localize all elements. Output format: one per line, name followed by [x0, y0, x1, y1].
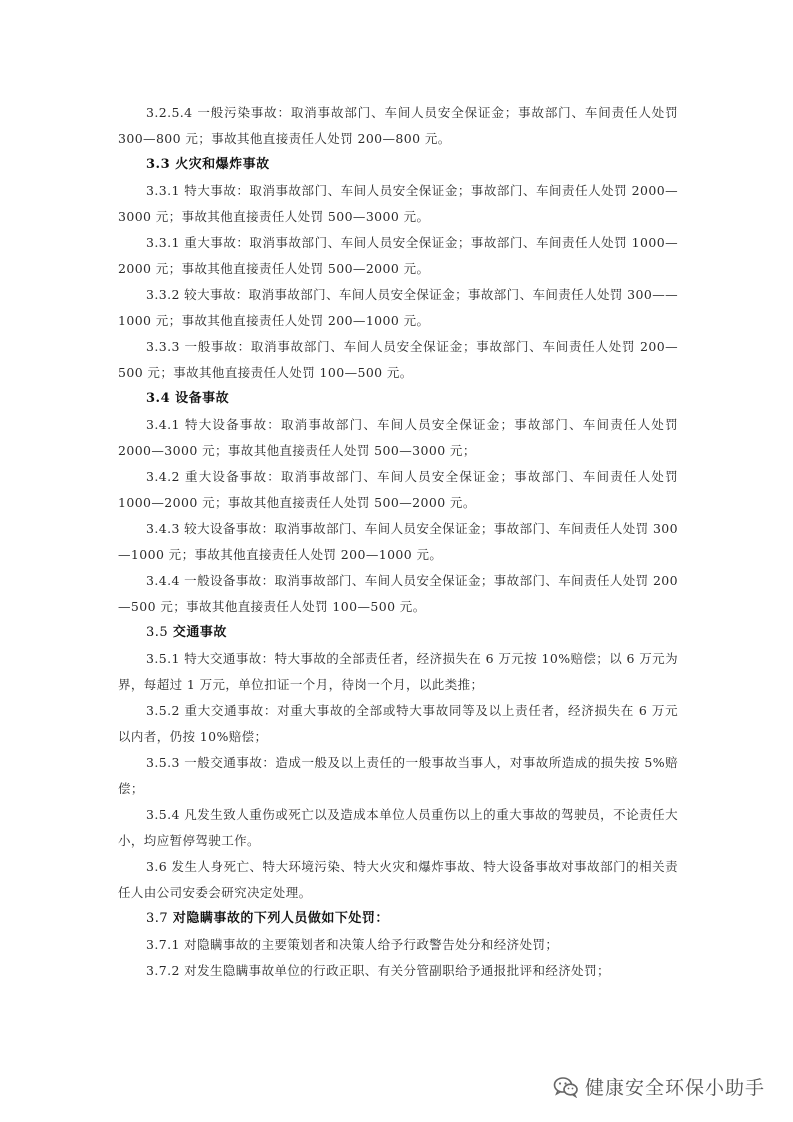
- section-number: 3.7: [146, 911, 173, 926]
- section-number: 3.3: [146, 157, 176, 172]
- section-number: 3.4: [146, 391, 176, 406]
- clause-paragraph: 3.5.1 特大交通事故：特大事故的全部责任者，经济损失在 6 万元按 10%赔偿；以 6 万元为界，每超过 1 万元，单位扣证一个月，待岗一个月，以此类推；: [118, 651, 678, 692]
- watermark-text: 健康安全环保小助手: [584, 1077, 765, 1099]
- clause-paragraph: 3.3.2 较大事故：取消事故部门、车间人员安全保证金；事故部门、车间责任人处罚 300——1000 元；事故其他直接责任人处罚 200—1000 元。: [118, 287, 679, 328]
- section-heading: [118, 152, 678, 178]
- section-title: 对隐瞒事故的下列人员做如下处罚：: [172, 911, 389, 926]
- section-title: 设备事故: [175, 391, 230, 406]
- section-heading: [118, 620, 678, 646]
- section-number: 3.5: [146, 625, 173, 640]
- clause-paragraph: 3.4.1 特大设备事故：取消事故部门、车间人员安全保证金；事故部门、车间责任人处罚 2000—3000 元；事故其他直接责任人处罚 500—3000 元；: [118, 417, 678, 458]
- clause-paragraph: 3.3.3 一般事故：取消事故部门、车间人员安全保证金；事故部门、车间责任人处罚 200—500 元；事故其他直接责任人处罚 100—500 元。: [118, 339, 678, 380]
- clause-paragraph: 3.5.3 一般交通事故：造成一般及以上责任的一般事故当事人，对事故所造成的损失按 5%赔偿；: [118, 755, 678, 796]
- document-body: [118, 100, 678, 984]
- clause-paragraph: 3.4.2 重大设备事故：取消事故部门、车间人员安全保证金；事故部门、车间责任人处罚 1000—2000 元；事故其他直接责任人处罚 500—2000 元。: [118, 469, 678, 510]
- clause-paragraph: 3.2.5.4 一般污染事故：取消事故部门、车间人员安全保证金；事故部门、车间责任人处罚300—800 元；事故其他直接责任人处罚 200—800 元。: [118, 105, 678, 146]
- section-heading: [118, 386, 678, 412]
- section-heading: [118, 906, 678, 932]
- wechat-icon: [553, 1076, 579, 1098]
- clause-paragraph: 3.3.1 重大事故：取消事故部门、车间人员安全保证金；事故部门、车间责任人处罚 1000—2000 元；事故其他直接责任人处罚 500—2000 元。: [118, 235, 678, 276]
- watermark: [553, 1073, 765, 1100]
- clause-paragraph: 3.4.3 较大设备事故：取消事故部门、车间人员安全保证金；事故部门、车间责任人处罚 300—1000 元；事故其他直接责任人处罚 200—1000 元。: [118, 521, 679, 562]
- clause-paragraph: 3.6 发生人身死亡、特大环境污染、特大火灾和爆炸事故、特大设备事故对事故部门的相关责任人由公司安委会研究决定处理。: [118, 859, 678, 900]
- clause-paragraph: 3.7.1 对隐瞒事故的主要策划者和决策人给予行政警告处分和经济处罚；: [146, 937, 559, 952]
- clause-paragraph: 3.3.1 特大事故：取消事故部门、车间人员安全保证金；事故部门、车间责任人处罚 2000—3000 元；事故其他直接责任人处罚 500—3000 元。: [118, 183, 678, 224]
- section-title: 火灾和爆炸事故: [175, 157, 270, 172]
- clause-paragraph: 3.5.4 凡发生致人重伤或死亡以及造成本单位人员重伤以上的重大事故的驾驶员，不论责任大小，均应暂停驾驶工作。: [118, 807, 678, 848]
- section-title: 交通事故: [172, 625, 227, 640]
- clause-paragraph: 3.7.2 对发生隐瞒事故单位的行政正职、有关分管副职给予通报批评和经济处罚；: [146, 963, 610, 978]
- clause-paragraph: 3.4.4 一般设备事故：取消事故部门、车间人员安全保证金；事故部门、车间责任人处罚 200—500 元；事故其他直接责任人处罚 100—500 元。: [118, 573, 679, 614]
- clause-paragraph: 3.5.2 重大交通事故：对重大事故的全部或特大事故同等及以上责任者，经济损失在 6 万元以内者，仍按 10%赔偿；: [118, 703, 678, 744]
